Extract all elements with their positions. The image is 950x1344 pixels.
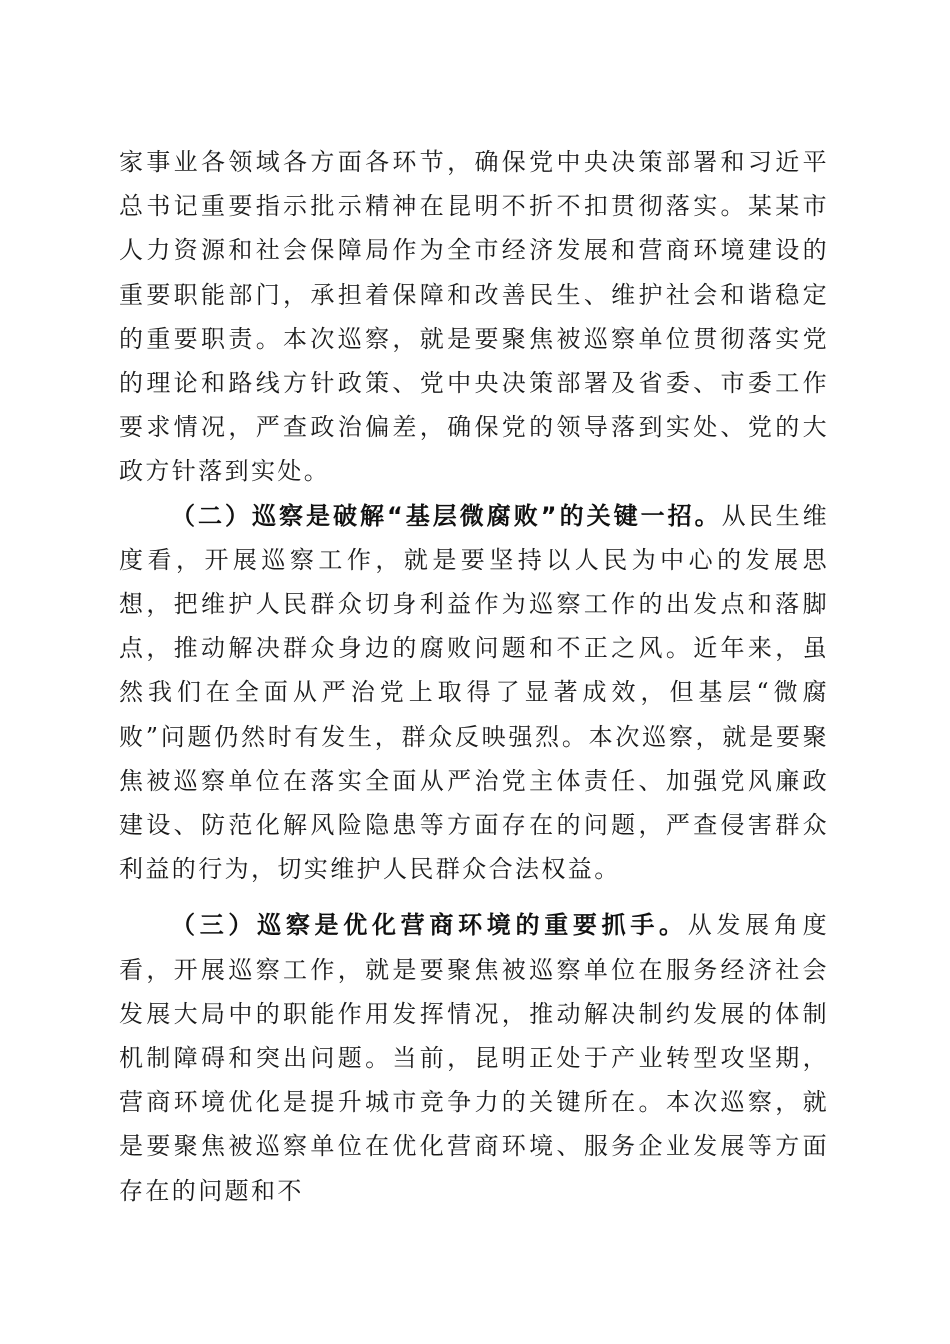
paragraph-section-3 [119, 903, 829, 1212]
paragraph-gap [119, 891, 829, 903]
section-heading-2: （二）巡察是破解“基层微腐败”的关键一招。 [171, 501, 722, 530]
document-body [119, 140, 829, 1213]
paragraph-body: 从发展角度看，开展巡察工作，就是要聚焦被巡察单位在服务经济社会发展大局中的职能作用发挥情况，推动解决制约发展的体制机制障碍和突出问题。当前，昆明正处于产业转型攻坚期，营商环境优化是提升城市竞争力的关键所在。本次巡察，就是要聚焦被巡察单位在优化营商环境、服务企业发展等方面存在的问题和不 [119, 911, 830, 1205]
paragraph-continuation [119, 140, 829, 494]
paragraph-body: 家事业各领域各方面各环节，确保党中央决策部署和习近平总书记重要指示批示精神在昆明不折不扣贯彻落实。某某市人力资源和社会保障局作为全市经济发展和营商环境建设的重要职能部门，承担着保障和改善民生、维护社会和谐稳定的重要职责。本次巡察，就是要聚焦被巡察单位贯彻落实党的理论和路线方针政策、党中央决策部署及省委、市委工作要求情况，严查政治偏差，确保党的领导落到实处、党的大政方针落到实处。 [119, 148, 829, 486]
section-heading-3: （三）巡察是优化营商环境的重要抓手。 [171, 911, 688, 940]
paragraph-body: 从民生维度看，开展巡察工作，就是要坚持以人民为中心的发展思想，把维护人民群众切身利益作为巡察工作的出发点和落脚点，推动解决群众身边的腐败问题和不正之风。近年来，虽然我们在全面从严治党上取得了显著成效，但基层“微腐败”问题仍然时有发生，群众反映强烈。本次巡察，就是要聚焦被巡察单位在落实全面从严治党主体责任、加强党风廉政建设、防范化解风险隐患等方面存在的问题，严查侵害群众利益的行为，切实维护人民群众合法权益。 [119, 501, 829, 884]
paragraph-section-2 [119, 494, 829, 892]
